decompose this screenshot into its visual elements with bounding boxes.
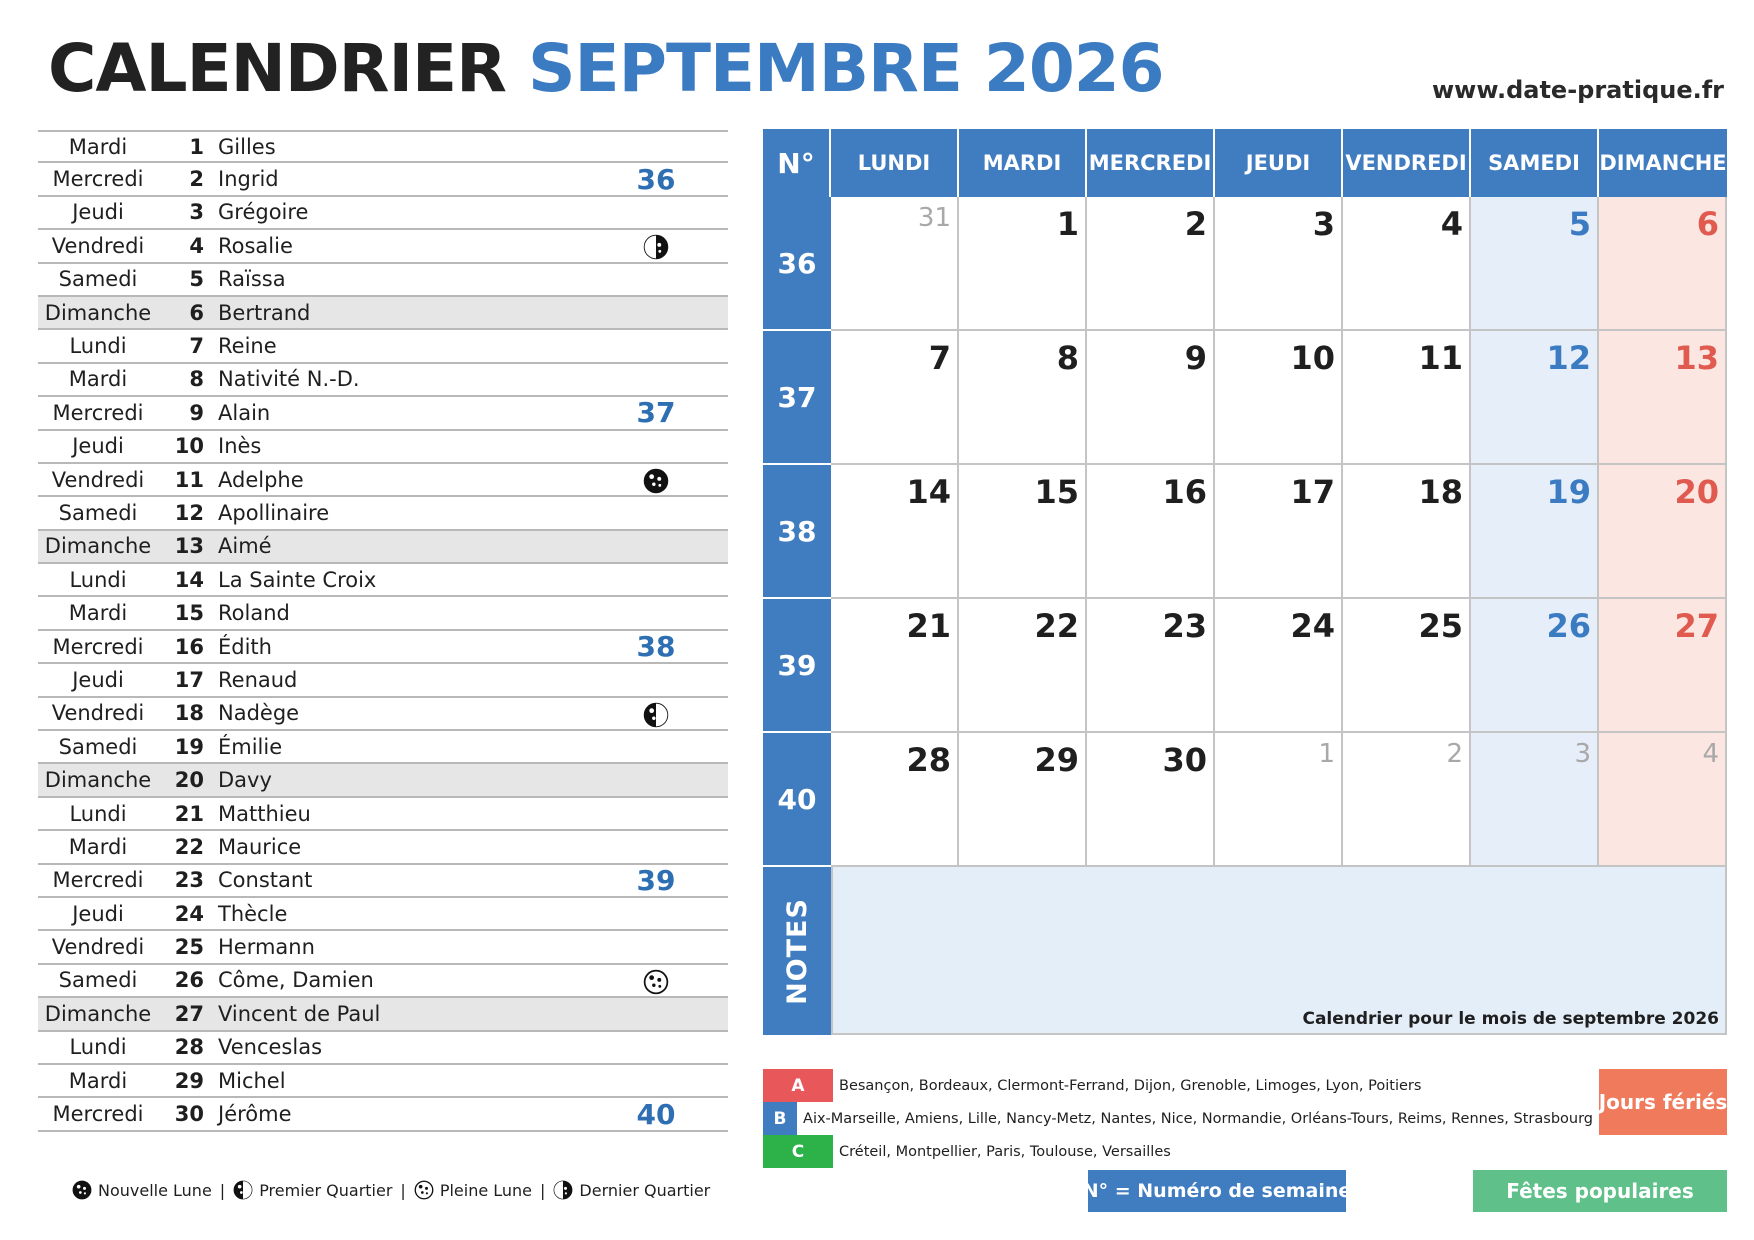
weekday-header: MERCREDI: [1087, 129, 1215, 197]
saint-name: Hermann: [218, 935, 315, 960]
day-cell-number: 21: [906, 607, 951, 645]
day-cell[interactable]: [1343, 599, 1471, 733]
day-cell-number: 23: [1162, 607, 1207, 645]
moon-legend-label: Dernier Quartier: [579, 1180, 711, 1200]
day-row: [38, 597, 728, 630]
day-cell-number: 2: [1184, 205, 1207, 243]
day-cell[interactable]: [1087, 465, 1215, 599]
day-cell[interactable]: [1471, 733, 1599, 867]
notes-label: [763, 867, 831, 1035]
saint-name: Nativité N.-D.: [218, 367, 360, 392]
day-row: [38, 631, 728, 664]
saint-name: Maurice: [218, 834, 302, 859]
saint-name: Grégoire: [218, 200, 309, 225]
day-number: 30: [174, 1102, 204, 1127]
week-number-legend: N° = Numéro de semaine: [1088, 1170, 1346, 1212]
day-row: [38, 197, 728, 230]
saint-name: Apollinaire: [218, 500, 330, 525]
day-row: [38, 531, 728, 564]
day-row: [38, 898, 728, 931]
weekday-name: Mercredi: [52, 400, 144, 425]
day-cell[interactable]: [1471, 465, 1599, 599]
day-number: 13: [174, 534, 204, 559]
week-row: [763, 465, 1727, 599]
notes-section: [763, 867, 1727, 1035]
weekday-name: Mardi: [68, 601, 128, 626]
day-cell-number: 18: [1418, 473, 1463, 511]
day-row: [38, 431, 728, 464]
day-number: 28: [174, 1035, 204, 1060]
day-cell[interactable]: [1343, 331, 1471, 465]
day-cell-number: 20: [1674, 473, 1719, 511]
day-cell[interactable]: [1087, 331, 1215, 465]
day-cell-number: 13: [1674, 339, 1719, 377]
day-number: 2: [189, 167, 204, 192]
day-row: [38, 965, 728, 998]
saint-name: Roland: [218, 601, 290, 626]
zone-badge: A: [763, 1069, 833, 1102]
separator: |: [219, 1180, 226, 1200]
notes-label-text: NOTES: [781, 897, 813, 1005]
day-number: 17: [174, 667, 204, 692]
day-number: 3: [189, 200, 204, 225]
weekday-name: Vendredi: [51, 467, 145, 492]
dernier-quartier-icon: [643, 234, 669, 260]
day-cell-number: 28: [906, 741, 951, 779]
weekday-name: Vendredi: [51, 701, 145, 726]
day-cell-number: 1: [1056, 205, 1079, 243]
weekday-name: Mercredi: [52, 868, 144, 893]
day-number: 22: [174, 834, 204, 859]
day-list: [38, 130, 728, 1132]
day-number: 15: [174, 601, 204, 626]
day-cell-number: 6: [1696, 205, 1719, 243]
week-number: 38: [636, 630, 676, 664]
saint-name: Venceslas: [218, 1035, 323, 1060]
day-number: 4: [189, 233, 204, 258]
premier-quartier-icon: [643, 702, 669, 728]
weekday-name: Dimanche: [44, 534, 152, 559]
weekday-name: Lundi: [69, 801, 127, 826]
weekday-name: Dimanche: [44, 300, 152, 325]
moon-legend-item: [72, 1180, 212, 1200]
day-cell[interactable]: [959, 599, 1087, 733]
weekday-name: Lundi: [69, 567, 127, 592]
day-cell[interactable]: [1471, 599, 1599, 733]
saint-name: Alain: [218, 400, 271, 425]
day-number: 12: [174, 500, 204, 525]
saint-name: Rosalie: [218, 233, 293, 258]
saint-name: Bertrand: [218, 300, 311, 325]
day-cell[interactable]: [959, 331, 1087, 465]
nouvelle-lune-icon: [643, 468, 669, 494]
day-cell[interactable]: [831, 197, 959, 331]
fetes-populaires-badge: Fêtes populaires: [1473, 1170, 1727, 1212]
school-zones-legend: [763, 1069, 1593, 1168]
day-cell-number: 9: [1184, 339, 1207, 377]
day-cell-number: 4: [1702, 739, 1719, 769]
zone-cities: Besançon, Bordeaux, Clermont-Ferrand, Dijon, Grenoble, Limoges, Lyon, Poitiers: [839, 1077, 1422, 1094]
separator: |: [540, 1180, 546, 1200]
day-cell-number: 12: [1546, 339, 1591, 377]
moon-legend-label: Pleine Lune: [439, 1180, 533, 1200]
day-number: 29: [174, 1068, 204, 1093]
saint-name: Renaud: [218, 667, 298, 692]
day-row: [38, 330, 728, 363]
day-cell-number: 25: [1418, 607, 1463, 645]
day-number: 21: [174, 801, 204, 826]
day-row: [38, 664, 728, 697]
week-row: [763, 599, 1727, 733]
weekday-name: Lundi: [69, 1035, 127, 1060]
weekday-header: VENDREDI: [1343, 129, 1471, 197]
grid-body: [763, 197, 1727, 867]
day-cell[interactable]: [959, 197, 1087, 331]
saint-name: La Sainte Croix: [218, 567, 377, 592]
week-row: [763, 197, 1727, 331]
saint-name: Côme, Damien: [218, 968, 374, 993]
moon-legend-label: Premier Quartier: [259, 1180, 393, 1200]
weekday-name: Jeudi: [72, 434, 124, 459]
saint-name: Raïssa: [218, 267, 286, 292]
day-number: 11: [174, 467, 204, 492]
day-row: [38, 130, 728, 163]
moon-legend-item: [414, 1180, 532, 1200]
day-row: [38, 230, 728, 263]
premier-quartier-icon: [233, 1180, 253, 1200]
day-number: 16: [174, 634, 204, 659]
moon-legend: [72, 1180, 710, 1200]
weekday-header: SAMEDI: [1471, 129, 1599, 197]
day-row: [38, 163, 728, 196]
saint-name: Inès: [218, 434, 262, 459]
separator: |: [400, 1180, 406, 1200]
day-number: 1: [189, 134, 204, 159]
day-row: [38, 798, 728, 831]
day-cell[interactable]: [1599, 331, 1727, 465]
saint-name: Jérôme: [218, 1102, 292, 1127]
weekday-header: JEUDI: [1215, 129, 1343, 197]
weekday-name: Mardi: [68, 134, 128, 159]
weekday-name: Vendredi: [51, 233, 145, 258]
saint-name: Michel: [218, 1068, 286, 1093]
day-cell-number: 29: [1034, 741, 1079, 779]
weekday-name: Samedi: [58, 500, 138, 525]
jours-feries-badge: Jours fériés: [1599, 1069, 1727, 1135]
weekday-header: LUNDI: [831, 129, 959, 197]
day-cell[interactable]: [1087, 733, 1215, 867]
day-cell[interactable]: [959, 733, 1087, 867]
grid-header: [763, 129, 1727, 197]
day-row: [38, 564, 728, 597]
saint-name: Édith: [218, 634, 272, 659]
week-number-cell: 36: [763, 197, 831, 331]
day-number: 14: [174, 567, 204, 592]
week-number-cell: 37: [763, 331, 831, 465]
day-row: [38, 831, 728, 864]
day-cell[interactable]: [1599, 733, 1727, 867]
day-cell-number: 8: [1056, 339, 1079, 377]
zone-row: [763, 1102, 1593, 1135]
day-row: [38, 264, 728, 297]
weekday-name: Mercredi: [52, 1102, 144, 1127]
zone-cities: Aix-Marseille, Amiens, Lille, Nancy-Metz, Nantes, Nice, Normandie, Orléans-Tours, Reims, Rennes, Strasbourg: [803, 1110, 1593, 1127]
day-number: 24: [174, 901, 204, 926]
nouvelle-lune-icon: [72, 1180, 92, 1200]
saint-name: Ingrid: [218, 167, 279, 192]
day-number: 9: [189, 400, 204, 425]
week-row: [763, 331, 1727, 465]
day-cell-number: 2: [1446, 739, 1463, 769]
day-row: [38, 1032, 728, 1065]
day-cell[interactable]: [1471, 331, 1599, 465]
weekday-header: MARDI: [959, 129, 1087, 197]
pleine-lune-icon: [414, 1180, 434, 1200]
day-cell-number: 19: [1546, 473, 1591, 511]
zone-row: [763, 1069, 1593, 1102]
day-number: 23: [174, 868, 204, 893]
weekday-name: Jeudi: [72, 901, 124, 926]
saint-name: Nadège: [218, 701, 300, 726]
weekday-name: Mercredi: [52, 634, 144, 659]
day-row: [38, 297, 728, 330]
day-row: [38, 865, 728, 898]
day-number: 5: [189, 267, 204, 292]
day-cell[interactable]: [831, 599, 959, 733]
week-number: 36: [636, 162, 676, 196]
saint-name: Reine: [218, 334, 277, 359]
week-number: 40: [636, 1097, 676, 1131]
day-cell-number: 3: [1312, 205, 1335, 243]
weekday-name: Mercredi: [52, 167, 144, 192]
day-row: [38, 1065, 728, 1098]
saint-name: Matthieu: [218, 801, 311, 826]
day-row: [38, 397, 728, 430]
day-cell-number: 1: [1318, 739, 1335, 769]
moon-legend-item: [553, 1180, 710, 1200]
day-number: 25: [174, 935, 204, 960]
day-cell[interactable]: [1343, 733, 1471, 867]
week-number: 39: [636, 863, 676, 897]
day-number: 27: [174, 1001, 204, 1026]
weekday-name: Mardi: [68, 1068, 128, 1093]
saint-name: Davy: [218, 768, 272, 793]
day-cell-number: 5: [1568, 205, 1591, 243]
day-cell[interactable]: [1087, 599, 1215, 733]
zone-row: [763, 1135, 1593, 1168]
day-number: 10: [174, 434, 204, 459]
zone-badge: C: [763, 1135, 833, 1168]
weekday-name: Lundi: [69, 334, 127, 359]
week-row: [763, 733, 1727, 867]
day-cell[interactable]: [831, 733, 959, 867]
week-number-cell: 40: [763, 733, 831, 867]
day-cell[interactable]: [1599, 599, 1727, 733]
day-row: [38, 497, 728, 530]
week-number: 37: [636, 396, 676, 430]
weekday-header: DIMANCHE: [1599, 129, 1727, 197]
saint-name: Vincent de Paul: [218, 1001, 381, 1026]
title-calendrier: CALENDRIER: [48, 30, 506, 107]
day-cell[interactable]: [1215, 197, 1343, 331]
day-number: 8: [189, 367, 204, 392]
day-cell[interactable]: [1215, 331, 1343, 465]
day-cell[interactable]: [1087, 197, 1215, 331]
day-cell[interactable]: [1215, 599, 1343, 733]
moon-legend-label: Nouvelle Lune: [98, 1180, 212, 1200]
day-row: [38, 698, 728, 731]
saint-name: Adelphe: [218, 467, 304, 492]
zone-cities: Créteil, Montpellier, Paris, Toulouse, Versailles: [839, 1143, 1171, 1160]
page-title: [48, 30, 1164, 107]
pleine-lune-icon: [643, 969, 669, 995]
saint-name: Constant: [218, 868, 313, 893]
day-cell-number: 10: [1290, 339, 1335, 377]
day-row: [38, 764, 728, 797]
day-cell-number: 24: [1290, 607, 1335, 645]
day-number: 18: [174, 701, 204, 726]
weekday-name: Dimanche: [44, 1001, 152, 1026]
day-number: 26: [174, 968, 204, 993]
day-cell-number: 16: [1162, 473, 1207, 511]
day-cell-number: 4: [1440, 205, 1463, 243]
weekday-name: Mardi: [68, 834, 128, 859]
saint-name: Émilie: [218, 734, 283, 759]
zone-badge: B: [763, 1102, 797, 1135]
day-cell-number: 26: [1546, 607, 1591, 645]
saint-name: Thècle: [218, 901, 288, 926]
saint-name: Gilles: [218, 134, 276, 159]
month-grid: [763, 129, 1727, 1035]
weekday-name: Dimanche: [44, 768, 152, 793]
day-row: [38, 931, 728, 964]
day-row: [38, 731, 728, 764]
day-cell-number: 27: [1674, 607, 1719, 645]
weekday-name: Jeudi: [72, 667, 124, 692]
day-cell-number: 7: [928, 339, 951, 377]
day-cell-number: 22: [1034, 607, 1079, 645]
day-cell[interactable]: [1599, 465, 1727, 599]
week-number-cell: 39: [763, 599, 831, 733]
day-cell[interactable]: [1343, 197, 1471, 331]
day-cell-number: 15: [1034, 473, 1079, 511]
day-cell[interactable]: [1599, 197, 1727, 331]
day-cell-number: 11: [1418, 339, 1463, 377]
day-row: [38, 1098, 728, 1131]
day-row: [38, 364, 728, 397]
notes-area[interactable]: [831, 867, 1727, 1035]
week-column-header: N°: [763, 129, 831, 197]
day-cell[interactable]: [831, 465, 959, 599]
day-cell-number: 14: [906, 473, 951, 511]
day-cell[interactable]: [1471, 197, 1599, 331]
day-number: 6: [189, 300, 204, 325]
title-month-year: SEPTEMBRE 2026: [527, 30, 1164, 107]
day-number: 20: [174, 768, 204, 793]
day-row: [38, 998, 728, 1031]
weekday-name: Samedi: [58, 734, 138, 759]
day-cell[interactable]: [959, 465, 1087, 599]
day-cell[interactable]: [1215, 733, 1343, 867]
notes-caption: Calendrier pour le mois de septembre 2026: [1302, 1009, 1719, 1029]
week-number-cell: 38: [763, 465, 831, 599]
saint-name: Aimé: [218, 534, 272, 559]
day-cell-number: 30: [1162, 741, 1207, 779]
weekday-name: Samedi: [58, 968, 138, 993]
day-cell[interactable]: [1215, 465, 1343, 599]
day-cell-number: 31: [917, 203, 951, 233]
weekday-name: Samedi: [58, 267, 138, 292]
weekday-name: Vendredi: [51, 935, 145, 960]
day-number: 19: [174, 734, 204, 759]
day-cell-number: 17: [1290, 473, 1335, 511]
day-cell[interactable]: [831, 331, 959, 465]
day-cell-number: 3: [1574, 739, 1591, 769]
weekday-name: Jeudi: [72, 200, 124, 225]
day-number: 7: [189, 334, 204, 359]
dernier-quartier-icon: [553, 1180, 573, 1200]
weekday-name: Mardi: [68, 367, 128, 392]
website-link[interactable]: www.date-pratique.fr: [1431, 76, 1724, 104]
day-cell[interactable]: [1343, 465, 1471, 599]
day-row: [38, 464, 728, 497]
moon-legend-item: [233, 1180, 392, 1200]
